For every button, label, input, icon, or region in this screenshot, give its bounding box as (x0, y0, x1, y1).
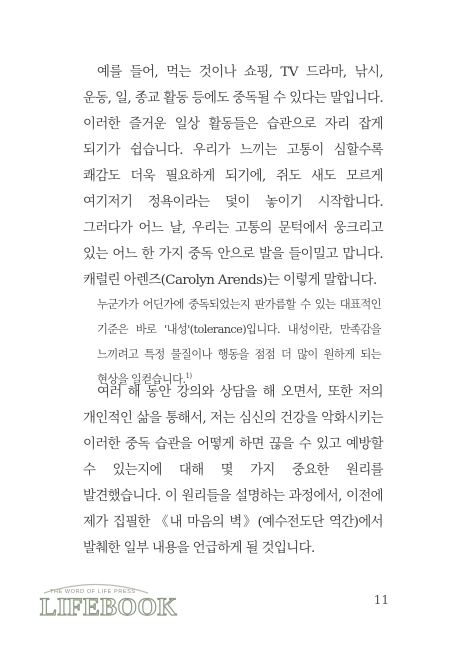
page-number: 11 (373, 593, 389, 607)
footnote-marker: 1) (185, 372, 192, 381)
publisher-logo (40, 584, 178, 624)
block-quote (97, 292, 381, 392)
logo-wordmark: LIFEBOOK (40, 594, 178, 621)
quote-text: 누군가가 어딘가에 중독되었는지 판가름할 수 있는 대표적인 기준은 바로 '내성'(tolerance)입니다. 내성이란, 만족감을 느끼려고 특정 물질이나 행동을 점점 더 많이 원하게 되는 현상을 일컫습니다. (97, 298, 381, 386)
logo-tagline: THE WORD OF LIFE PRESS (50, 589, 136, 595)
body-paragraph (83, 60, 383, 294)
paragraph-text: 예를 들어, 먹는 것이나 쇼핑, TV 드라마, 낚시, 운동, 일, 종교 활동 등에도 중독될 수 있다는 말입니다. 이러한 즐거운 일상 활동들은 습관으로 자리 잡게 되기가 쉽습니다. 우리가 느끼는 고통이 심할수록 쾌감도 더욱 필요하게 되기에, 쥐도 새도 모르게 여기저기 정욕이라는 덫이 놓이기 시작합니다. 그러다가 어느 날, 우리는 고통의 문턱에서 웅크리고 있는 어느 한 가지 중독 안으로 발을 들이밀고 맙니다. 캐럴린 아렌즈(Carolyn Arends)는 이렇게 말합니다. (83, 65, 383, 288)
body-paragraph (83, 380, 383, 562)
paragraph-text: 여러 해 동안 강의와 상담을 해 오면서, 또한 저의 개인적인 삶을 통해서, 저는 심신의 건강을 악화시키는 이러한 중독 습관을 어떻게 하면 끊을 수 있고 예방할 수 있는지에 대해 몇 가지 중요한 원리를 발견했습니다. 이 원리들을 설명하는 과정에서, 이전에 제가 집필한 《내 마음의 벽》(예수전도단 역간)에서 발췌한 일부 내용을 언급하게 될 것입니다. (83, 385, 383, 556)
